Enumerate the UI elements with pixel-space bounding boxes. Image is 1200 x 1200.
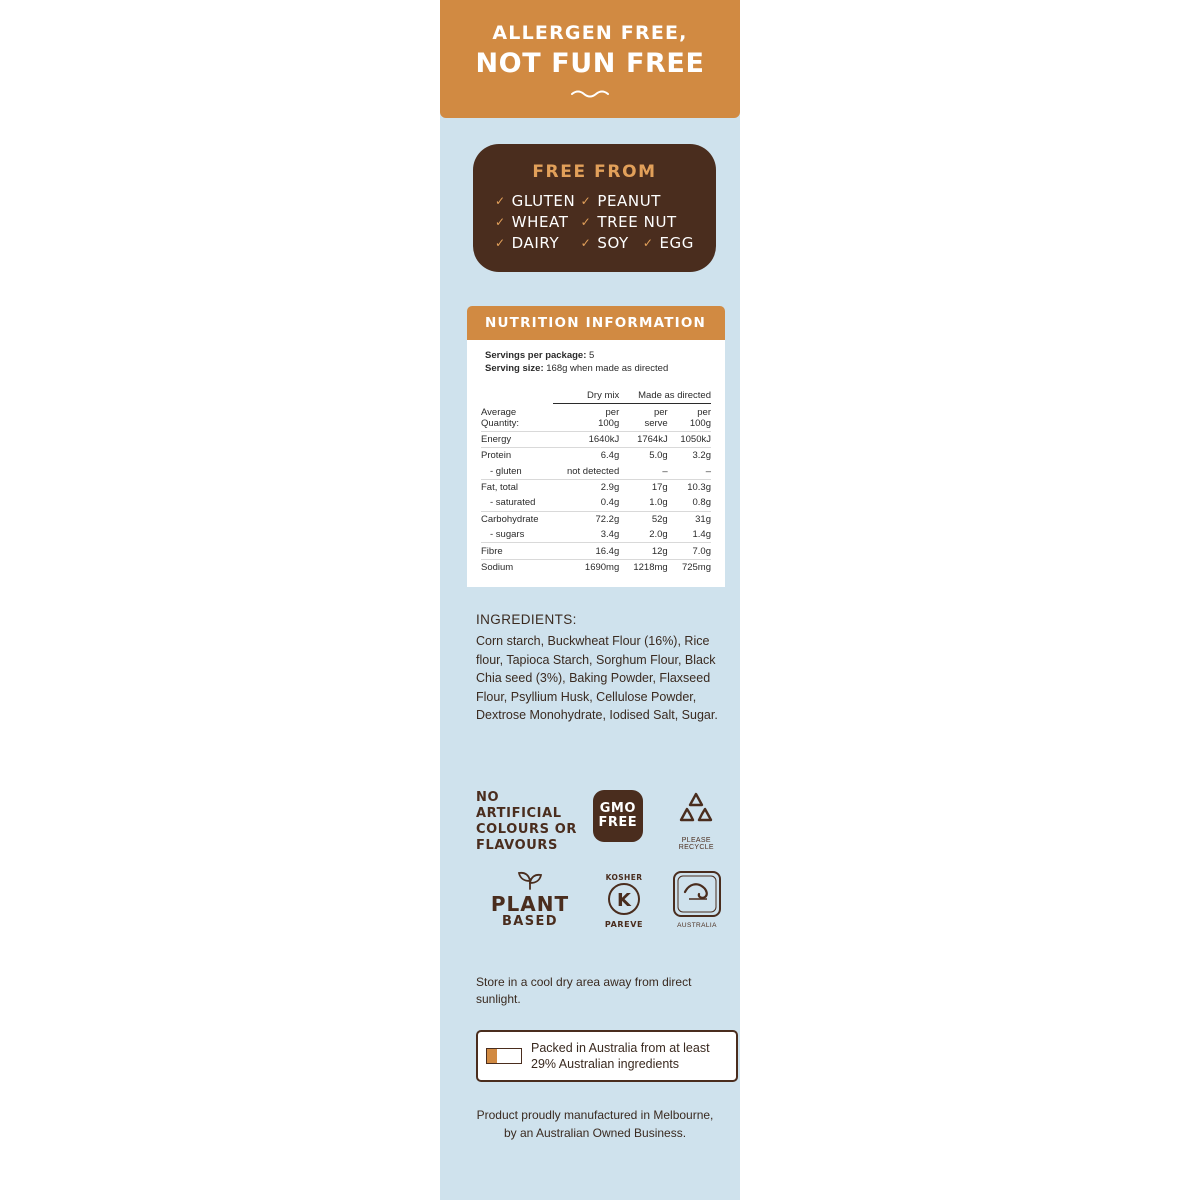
row-made-value: 7.0g xyxy=(668,543,711,559)
row-serve-value: 1218mg xyxy=(619,559,667,575)
free-from-item-label: WHEAT xyxy=(511,213,569,231)
gmo-line-1: GMO xyxy=(599,801,636,816)
row-serve-value: 52g xyxy=(619,511,667,527)
group-dry-mix: Dry mix xyxy=(553,388,619,404)
kosher-k-icon xyxy=(607,882,641,916)
country-of-origin-text: Packed in Australia from at least 29% Australian ingredients xyxy=(531,1041,710,1071)
average-quantity-line-2: Quantity: xyxy=(481,417,520,429)
col1-line-2: 100g xyxy=(598,417,620,429)
kosher-line-2: PAREVE xyxy=(604,920,644,929)
col1-line-1: per xyxy=(605,406,620,418)
row-label: Protein xyxy=(481,448,553,464)
row-label: Energy xyxy=(481,431,553,447)
check-icon: ✓ xyxy=(642,236,654,250)
leaf-icon xyxy=(513,870,547,890)
ingredients-text: Corn starch, Buckwheat Flour (16%), Rice flour, Tapioca Starch, Sorghum Flour, Black Chia seed (3%), Baking Powder, Flaxseed Flour, Psyllium Husk, Cellulose Powder, Dextrose Monohydrate, Iodised Salt, Sugar. xyxy=(476,634,718,723)
row-dry-value: 16.4g xyxy=(553,543,619,559)
product-package-panel xyxy=(440,0,740,1200)
nutrition-table xyxy=(481,388,711,575)
table-row xyxy=(481,559,711,575)
table-column-header-row xyxy=(481,404,711,431)
ingredients-section xyxy=(476,612,726,725)
row-serve-value: – xyxy=(662,465,668,477)
row-dry-value: 3.4g xyxy=(600,529,620,541)
table-row xyxy=(481,448,711,464)
table-group-header-row xyxy=(481,388,711,404)
badge-row-bottom xyxy=(476,868,728,929)
certification-badges xyxy=(476,790,728,929)
row-serve-value: 5.0g xyxy=(619,448,667,464)
column-header-per-serve xyxy=(619,404,667,431)
table-row xyxy=(481,431,711,447)
halal-icon xyxy=(669,868,725,920)
nutrition-panel xyxy=(467,306,725,587)
check-icon: ✓ xyxy=(495,194,506,208)
free-from-item xyxy=(495,192,581,210)
origin-bar-chart-icon xyxy=(486,1048,522,1064)
table-row xyxy=(481,479,711,495)
row-made-value: – xyxy=(705,465,711,477)
table-row xyxy=(481,495,711,511)
check-icon: ✓ xyxy=(495,215,506,229)
table-row xyxy=(481,543,711,559)
free-from-item xyxy=(581,192,694,210)
manufacturer-statement: Product proudly manufactured in Melbourne, by an Australian Owned Business. xyxy=(476,1108,714,1140)
row-dry-value: 6.4g xyxy=(553,448,619,464)
row-serve-value: 1.0g xyxy=(649,497,668,509)
ingredients-title: INGREDIENTS: xyxy=(476,612,577,627)
row-made-value: 3.2g xyxy=(668,448,711,464)
row-label: - gluten xyxy=(490,465,522,477)
row-made-value: 31g xyxy=(668,511,711,527)
column-header-made-per-100g xyxy=(668,404,711,431)
free-from-item-label: TREE NUT xyxy=(597,213,677,231)
col3-line-2: 100g xyxy=(689,417,711,429)
squiggle-icon xyxy=(570,88,610,98)
banner-line-2: NOT FUN FREE xyxy=(475,48,705,79)
row-serve-value: 1764kJ xyxy=(619,431,667,447)
row-made-value: 725mg xyxy=(668,559,711,575)
nutrition-header: NUTRITION INFORMATION xyxy=(467,306,725,340)
col3-line-1: per xyxy=(697,406,711,418)
nutrition-body xyxy=(467,340,725,587)
free-from-item xyxy=(495,234,581,252)
storage-instructions: Store in a cool dry area away from direct sunlight. xyxy=(476,975,692,1006)
origin-bar-fill xyxy=(487,1049,497,1063)
serving-size-label: Serving size: xyxy=(485,363,544,374)
row-label: - sugars xyxy=(490,529,525,541)
row-label: Carbohydrate xyxy=(481,511,553,527)
serving-size-row xyxy=(485,363,711,374)
column-header-dry-per-100g xyxy=(553,404,619,431)
free-from-item-label: EGG xyxy=(659,234,694,252)
free-from-item xyxy=(581,213,694,231)
row-dry-value: not detected xyxy=(566,465,620,477)
kosher-pareve-badge xyxy=(598,873,650,929)
servings-per-package-row xyxy=(485,350,711,361)
empty-cell xyxy=(481,388,553,404)
country-of-origin-box xyxy=(476,1030,738,1082)
row-made-value: 1.4g xyxy=(692,529,711,541)
free-from-item-label: GLUTEN xyxy=(511,192,576,210)
halal-caption: AUSTRALIA xyxy=(677,922,717,929)
group-made-as-directed: Made as directed xyxy=(619,388,711,404)
plant-based-badge xyxy=(476,870,584,929)
average-quantity-label xyxy=(481,404,553,431)
check-icon: ✓ xyxy=(580,215,592,229)
check-icon: ✓ xyxy=(495,236,506,250)
gmo-free-badge xyxy=(593,790,643,842)
plant-line-1: PLANT xyxy=(490,892,570,916)
row-label: Fibre xyxy=(481,543,553,559)
banner-line-1: ALLERGEN FREE, xyxy=(492,22,688,44)
row-dry-value: 2.9g xyxy=(553,479,619,495)
row-serve-value: 2.0g xyxy=(649,529,668,541)
col2-line-2: serve xyxy=(644,417,668,429)
servings-per-package-value: 5 xyxy=(589,350,595,361)
recycle-badge xyxy=(665,790,728,851)
table-row xyxy=(481,511,711,527)
no-artificial-badge: NO ARTIFICIAL COLOURS OR FLAVOURS xyxy=(476,790,577,853)
check-icon: ✓ xyxy=(580,236,592,250)
free-from-item xyxy=(581,234,694,252)
free-from-item xyxy=(495,213,581,231)
serving-info xyxy=(485,350,711,374)
check-icon: ✓ xyxy=(580,194,592,208)
free-from-item-label: DAIRY xyxy=(511,234,560,252)
free-from-item-label: SOY xyxy=(597,234,629,252)
free-from-title: FREE FROM xyxy=(532,162,657,182)
kosher-line-1: KOSHER xyxy=(605,873,643,882)
row-made-value: 1050kJ xyxy=(668,431,711,447)
row-made-value: 10.3g xyxy=(668,479,711,495)
recycle-icon xyxy=(675,790,717,830)
badge-row-top xyxy=(476,790,728,854)
free-from-card xyxy=(473,144,716,272)
row-label: Sodium xyxy=(481,559,553,575)
gmo-line-2: FREE xyxy=(598,815,638,830)
row-dry-value: 1640kJ xyxy=(553,431,619,447)
table-row xyxy=(481,464,711,480)
table-row xyxy=(481,527,711,543)
row-dry-value: 0.4g xyxy=(600,497,620,509)
servings-per-package-label: Servings per package: xyxy=(485,350,587,361)
halal-australia-badge xyxy=(666,868,728,929)
serving-size-value: 168g when made as directed xyxy=(546,363,669,374)
row-serve-value: 12g xyxy=(619,543,667,559)
row-label: Fat, total xyxy=(481,479,553,495)
row-serve-value: 17g xyxy=(619,479,667,495)
free-from-list xyxy=(473,192,716,252)
free-from-item-label: PEANUT xyxy=(597,192,662,210)
row-dry-value: 72.2g xyxy=(553,511,619,527)
col2-line-1: per xyxy=(653,406,668,418)
row-label: - saturated xyxy=(490,497,536,509)
row-made-value: 0.8g xyxy=(692,497,711,509)
plant-line-2: BASED xyxy=(501,914,558,929)
row-dry-value: 1690mg xyxy=(553,559,619,575)
average-quantity-line-1: Average xyxy=(481,406,517,418)
allergen-banner xyxy=(440,0,740,118)
recycle-caption: PLEASE RECYCLE xyxy=(678,837,714,851)
svg-text:K: K xyxy=(617,890,631,911)
